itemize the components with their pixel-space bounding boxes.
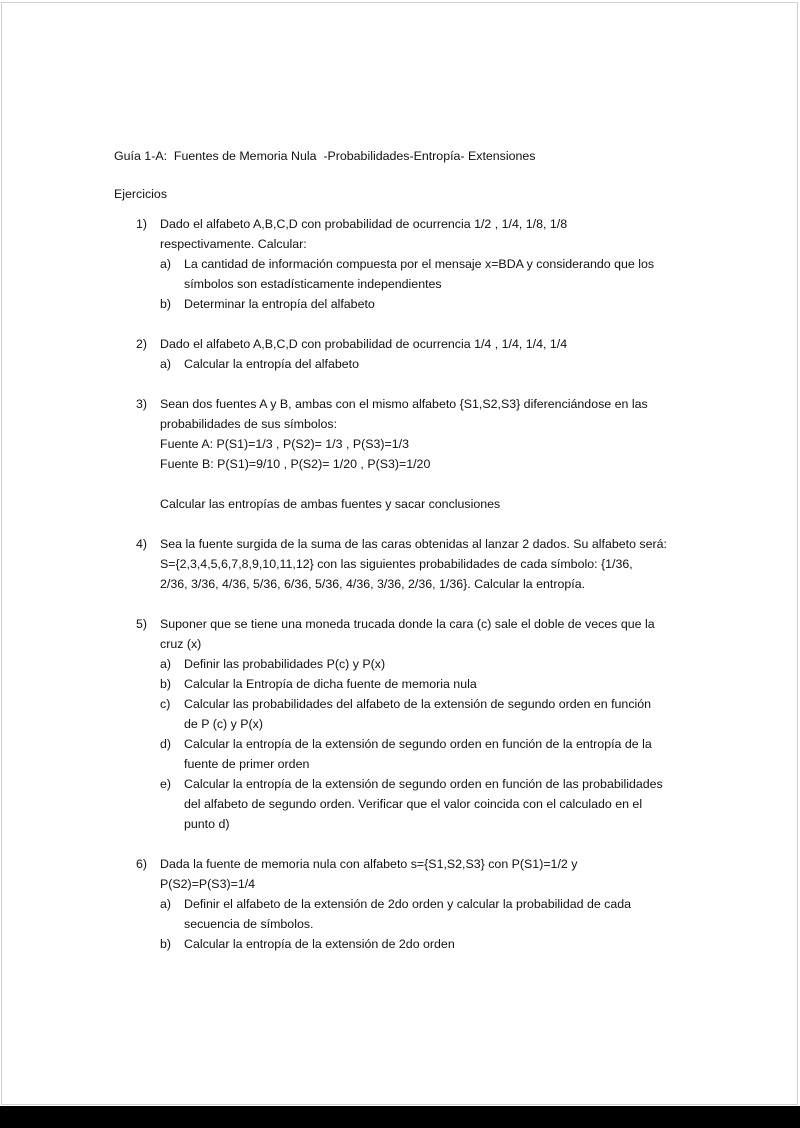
exercise-text-line: Suponer que se tiene una moneda trucada donde la cara (c) sale el doble de veces que la	[160, 617, 655, 631]
section-label: Ejercicios	[114, 187, 168, 201]
subitem-text-line: de P (c) y P(x)	[184, 717, 263, 731]
exercise-text-line: 2/36, 3/36, 4/36, 5/36, 6/36, 5/36, 4/36, 3/36, 2/36, 1/36}. Calcular la entropía.	[160, 577, 586, 591]
subitem-marker: b)	[160, 297, 172, 311]
exercise-4	[114, 534, 694, 594]
exercise-text-line: Sean dos fuentes A y B, ambas con el mismo alfabeto {S1,S2,S3} diferenciándose en las	[160, 397, 648, 411]
exercise-text-line: Sea la fuente surgida de la suma de las caras obtenidas al lanzar 2 dados. Su alfabeto será:	[160, 537, 667, 551]
subitem-text-line: fuente de primer orden	[184, 757, 310, 771]
exercise-text-line: cruz (x)	[160, 637, 202, 651]
exercise-2	[114, 334, 694, 374]
subitem	[160, 934, 694, 954]
subitem-marker: b)	[160, 677, 172, 691]
subitem-marker: b)	[160, 937, 172, 951]
subitem-text-line: secuencia de símbolos.	[184, 917, 314, 931]
subitem-text-line: Calcular la entropía de la extensión de 2do orden	[184, 937, 455, 951]
exercise-text-line: Dada la fuente de memoria nula con alfabeto s={S1,S2,S3} con P(S1)=1/2 y	[160, 857, 578, 871]
subitem-list	[160, 354, 694, 374]
subitem-marker: e)	[160, 777, 172, 791]
exercise-number: 2)	[136, 337, 148, 351]
subitem-marker: a)	[160, 357, 172, 371]
subitem-text-line: Calcular las probabilidades del alfabeto de la extensión de segundo orden en función	[184, 697, 652, 711]
document-title: Guía 1-A: Fuentes de Memoria Nula -Probabilidades-Entropía- Extensiones	[114, 149, 536, 163]
bottom-bar	[0, 1106, 800, 1128]
subitem-text-line: Calcular la entropía de la extensión de segundo orden en función de las probabilidades	[184, 777, 663, 791]
exercise-number: 5)	[136, 617, 148, 631]
subitem	[160, 774, 694, 834]
subitem	[160, 674, 694, 694]
exercise-number: 6)	[136, 857, 148, 871]
exercise-5	[114, 614, 694, 834]
subitem	[160, 354, 694, 374]
subitem-list	[160, 254, 694, 314]
exercise-6	[114, 854, 694, 954]
exercise-text-line: Dado el alfabeto A,B,C,D con probabilidad de ocurrencia 1/4 , 1/4, 1/4, 1/4	[160, 337, 568, 351]
exercise-3	[114, 394, 694, 514]
subitem-marker: d)	[160, 737, 172, 751]
exercise-text-line: probabilidades de sus símbolos:	[160, 417, 338, 431]
subitem-marker: a)	[160, 897, 172, 911]
exercise-text-line: Calcular las entropías de ambas fuentes y sacar conclusiones	[160, 497, 501, 511]
document-body	[114, 146, 694, 974]
exercise-number: 1)	[136, 217, 148, 231]
subitem-text-line: Definir el alfabeto de la extensión de 2do orden y calcular la probabilidad de cada	[184, 897, 632, 911]
subitem-marker: c)	[160, 697, 171, 711]
subitem-text-line: punto d)	[184, 817, 230, 831]
subitem-marker: a)	[160, 657, 172, 671]
subitem-text-line: Calcular la Entropía de dicha fuente de memoria nula	[184, 677, 477, 691]
subitem	[160, 734, 694, 774]
subitem	[160, 294, 694, 314]
subitem-text-line: Determinar la entropía del alfabeto	[184, 297, 375, 311]
subitem	[160, 254, 694, 294]
exercise-number: 4)	[136, 537, 148, 551]
exercise-text-line: S={2,3,4,5,6,7,8,9,10,11,12} con las siguientes probabilidades de cada símbolo: {1/36,	[160, 557, 633, 571]
subitem	[160, 694, 694, 734]
subitem-list	[160, 654, 694, 834]
subitem-marker: a)	[160, 257, 172, 271]
subitem-text-line: La cantidad de información compuesta por el mensaje x=BDA y considerando que los	[184, 257, 655, 271]
exercise-text-line: Dado el alfabeto A,B,C,D con probabilidad de ocurrencia 1/2 , 1/4, 1/8, 1/8	[160, 217, 568, 231]
subitem-text-line: Definir las probabilidades P(c) y P(x)	[184, 657, 386, 671]
exercise-number: 3)	[136, 397, 148, 411]
subitem-text-line: símbolos son estadísticamente independientes	[184, 277, 442, 291]
exercise-1	[114, 214, 694, 314]
subitem	[160, 654, 694, 674]
exercise-text-line: Fuente A: P(S1)=1/3 , P(S2)= 1/3 , P(S3)=1/3	[160, 437, 409, 451]
blank-line	[160, 474, 694, 494]
subitem-text-line: Calcular la entropía del alfabeto	[184, 357, 359, 371]
subitem	[160, 894, 694, 934]
subitem-text-line: Calcular la entropía de la extensión de segundo orden en función de la entropía de la	[184, 737, 652, 751]
exercise-text-line: respectivamente. Calcular:	[160, 237, 307, 251]
exercise-list	[114, 214, 694, 954]
subitem-text-line: del alfabeto de segundo orden. Verificar que el valor coincida con el calculado en el	[184, 797, 643, 811]
exercise-text-line: Fuente B: P(S1)=9/10 , P(S2)= 1/20 , P(S3)=1/20	[160, 457, 431, 471]
subitem-list	[160, 894, 694, 954]
exercise-text-line: P(S2)=P(S3)=1/4	[160, 877, 256, 891]
